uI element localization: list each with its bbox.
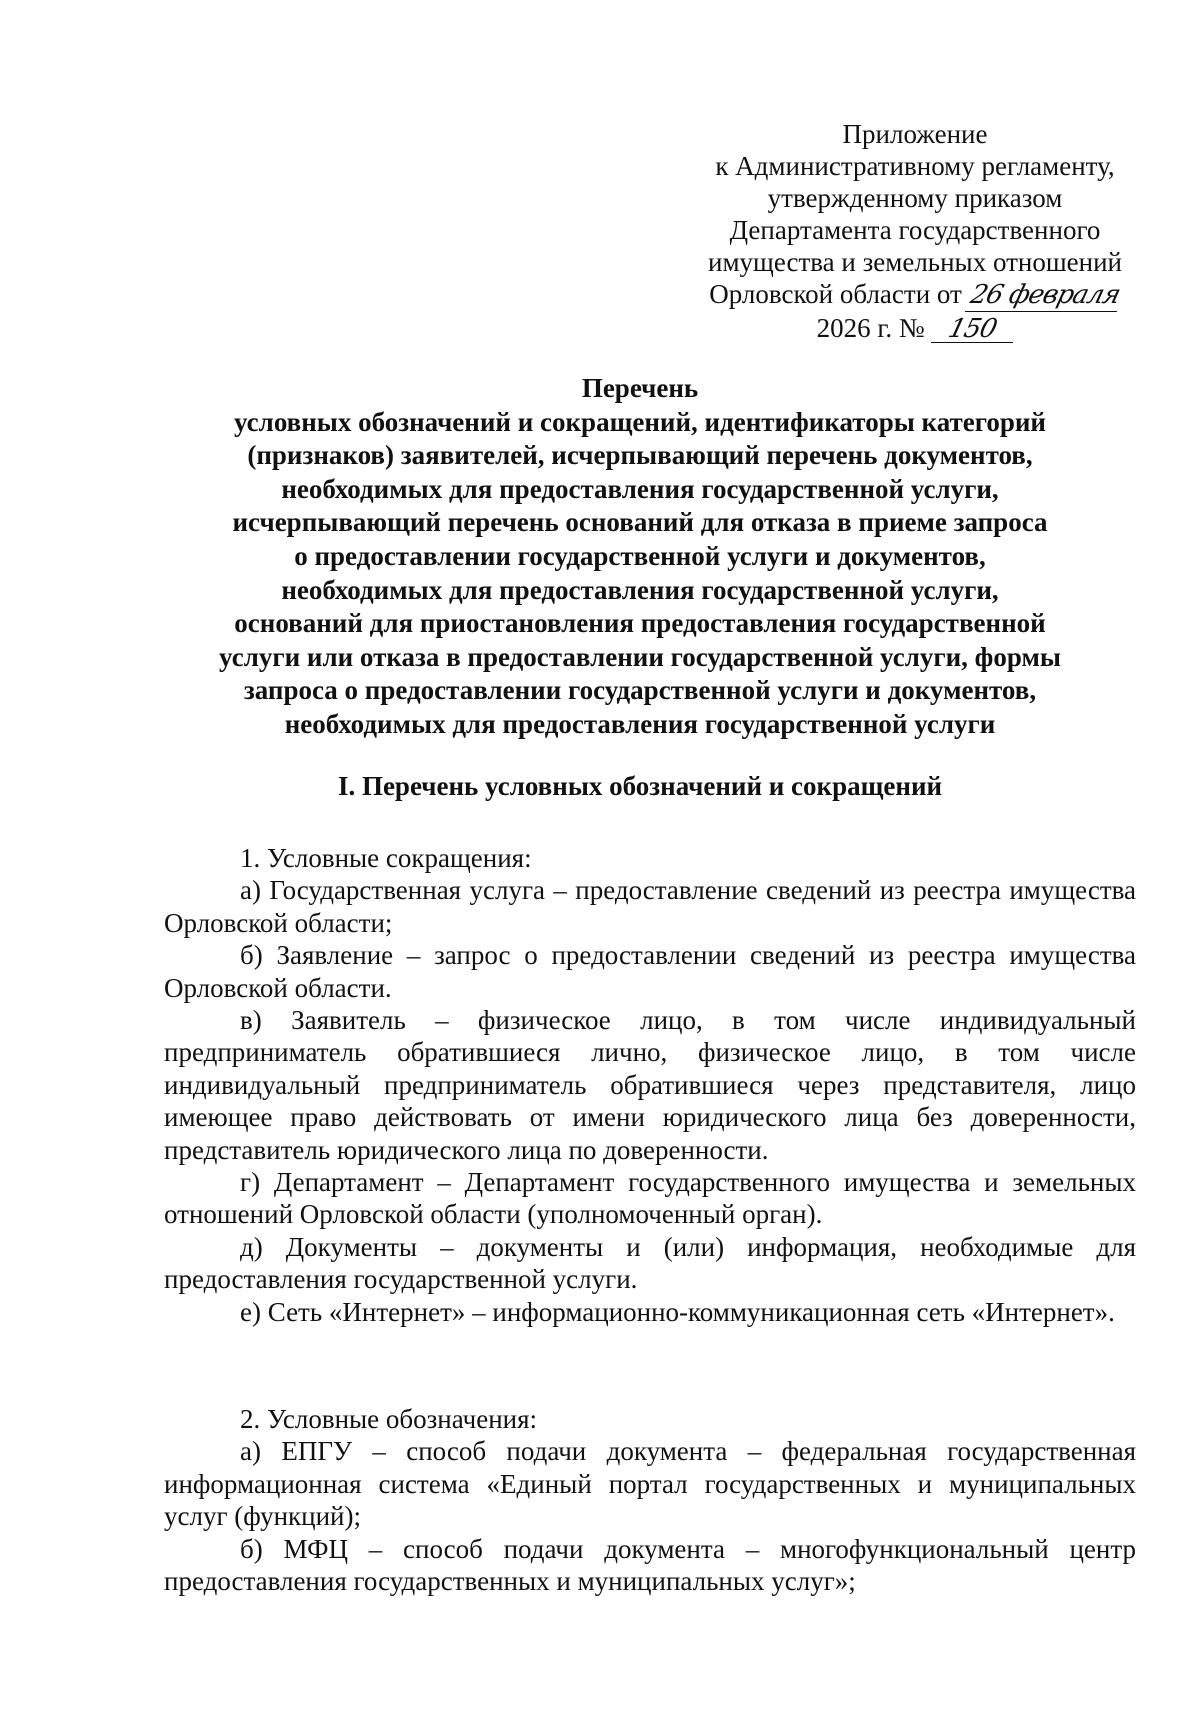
title-line: (признаков) заявителей, исчерпывающий перечень документов, <box>247 440 1033 471</box>
abbreviation-item: г) Департамент – Департамент государственного имущества и земельных отношений Орловской области (уполномоченный орган). <box>164 1167 1136 1230</box>
document-title <box>150 372 1130 742</box>
number-blank <box>931 315 1013 343</box>
title-line: о предоставлении государственной услуги и документов, <box>294 540 986 571</box>
handwritten-date: 26 февраля <box>964 279 1124 312</box>
title-line: необходимых для предоставления государственной услуги, <box>281 473 999 504</box>
title-line: необходимых для предоставления государственной услуги, <box>281 574 999 605</box>
title-line: услуги или отказа в предоставлении государственной услуги, формы <box>219 641 1061 672</box>
approval-year-prefix: 2026 г. № <box>816 313 925 343</box>
abbreviation-item: а) Государственная услуга – предоставление сведений из реестра имущества Орловской области; <box>164 875 1136 938</box>
abbreviation-item: в) Заявитель – физическое лицо, в том числе индивидуальный предприниматель обратившиеся лично, физическое лицо, в том числе индивидуальный предприниматель обратившиеся через представителя, лицо имеющее право действовать от имени юридического лица без доверенности, представитель юридического лица по доверенности. <box>164 1005 1136 1165</box>
approval-line: Департамента государственного <box>729 215 1101 245</box>
handwritten-number: 150 <box>945 314 1000 344</box>
title-heading: Перечень <box>581 373 699 403</box>
approval-line: утвержденному приказом <box>767 183 1063 213</box>
approval-date-line <box>690 278 1140 312</box>
title-line: оснований для приостановления предоставления государственной <box>234 608 1046 639</box>
abbreviation-item: д) Документы – документы и (или) информация, необходимые для предоставления государственной услуги. <box>164 1231 1136 1295</box>
approval-line: Приложение <box>842 119 988 149</box>
designation-item: б) МФЦ – способ подачи документа – многофункциональный центр предоставления государственных и муниципальных услуг»; <box>164 1533 1136 1597</box>
abbreviations-section <box>164 842 1136 1328</box>
approval-line: имущества и земельных отношений <box>708 247 1122 277</box>
designations-section <box>164 1403 1136 1597</box>
abbreviation-item: б) Заявление – запрос о предоставлении сведений из реестра имущества Орловской области. <box>164 940 1136 1003</box>
abbreviation-item: е) Сеть «Интернет» – информационно-коммуникационная сеть «Интернет». <box>240 1296 1115 1327</box>
title-line: необходимых для предоставления государственной услуги <box>284 708 996 739</box>
approval-date-prefix: Орловской области от <box>709 279 962 309</box>
approval-number-line <box>690 312 1140 344</box>
title-line: условных обозначений и сокращений, идентификаторы категорий <box>234 406 1046 437</box>
title-line: запроса о предоставлении государственной услуги и документов, <box>243 675 1037 706</box>
abbreviations-heading: 1. Условные сокращения: <box>240 843 532 873</box>
approval-block <box>690 118 1140 344</box>
designations-heading: 2. Условные обозначения: <box>240 1404 538 1434</box>
section-heading: I. Перечень условных обозначений и сокращений <box>337 771 943 801</box>
designation-item: а) ЕПГУ – способ подачи документа – федеральная государственная информационная система «Единый портал государственных и муниципальных услуг (функций); <box>164 1436 1136 1532</box>
title-line: исчерпывающий перечень оснований для отказа в приеме запроса <box>232 507 1048 538</box>
approval-line: к Административному регламенту, <box>715 151 1115 181</box>
